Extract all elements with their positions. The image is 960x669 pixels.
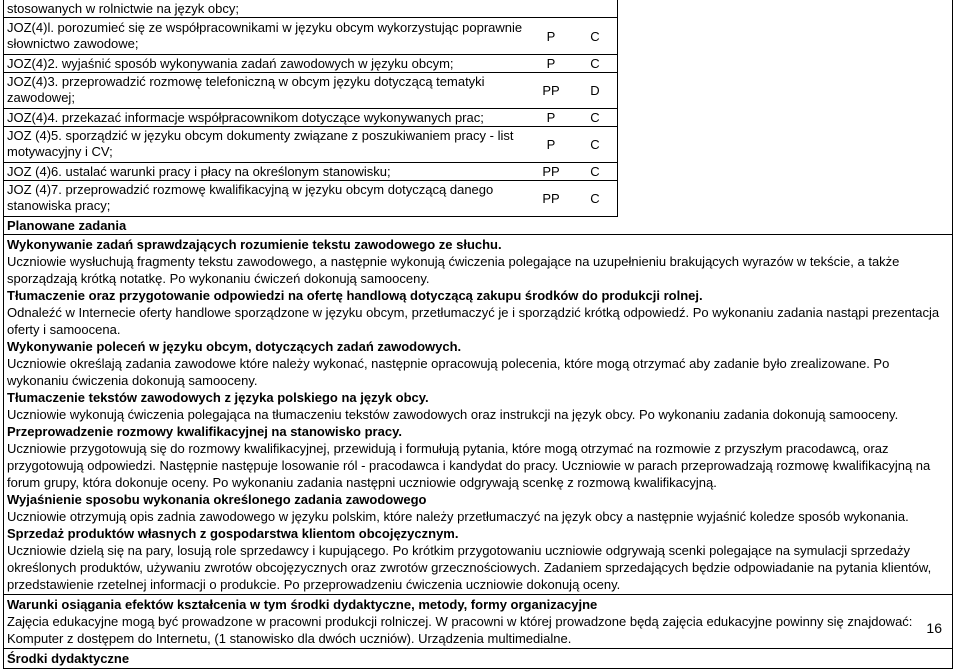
planned-tasks-header: Planowane zadania	[3, 217, 953, 235]
task-body: Uczniowie otrzymują opis zadnia zawodowego w języku polskim, które należy przetłumaczyć na język obcy a następnie wyjaśnić koledze sposób wykonania.	[7, 509, 909, 524]
table-row	[3, 181, 953, 217]
conditions-section	[3, 595, 953, 649]
didactic-means-title: Środki dydaktyczne	[3, 649, 953, 669]
table-row	[3, 55, 953, 73]
table-row	[3, 18, 953, 55]
task-body: Uczniowie przygotowują się do rozmowy kwalifikacyjnej, przewidują i formułują pytania, które mogą otrzymać na rozmowie z przyszłym pracodawcą, oraz przygotowują odpowiedzi. Następnie następuje losowanie ról - pracodawca i kandydat do pracy. Uczniowie w parach przeprowadzają rozmowę kwalifikacyjną na forum grupy, która dokonuje oceny. Po wykonaniu zadania następni uczniowie odgrywają scenkę z rozmową kwalifikacyjną.	[7, 441, 931, 490]
table-row	[3, 127, 953, 163]
category-cell: C	[573, 18, 617, 55]
page-number: 16	[926, 620, 942, 636]
category-cell	[573, 0, 617, 18]
level-cell: PP	[529, 163, 573, 181]
task-title: Wykonywanie poleceń w języku obcym, dotyczących zadań zawodowych.	[7, 339, 462, 354]
outcome-text: JOZ (4)6. ustalać warunki pracy i płacy na określonym stanowisku;	[4, 163, 529, 181]
learning-outcomes-table	[3, 0, 953, 669]
task-title: Wyjaśnienie sposobu wykonania określonego zadania zawodowego	[7, 492, 427, 507]
level-cell: P	[529, 109, 573, 127]
category-cell: C	[573, 127, 617, 163]
category-cell: C	[573, 55, 617, 73]
category-cell: D	[573, 73, 617, 109]
outcome-text: JOZ(4)2. wyjaśnić sposób wykonywania zadań zawodowych w języku obcym;	[4, 55, 529, 73]
outcome-text: JOZ(4)l. porozumieć się ze współpracownikami w języku obcym wykorzystując poprawnie słownictwo zawodowe;	[4, 18, 529, 55]
task-title: Tłumaczenie tekstów zawodowych z języka polskiego na język obcy.	[7, 390, 429, 405]
table-row	[3, 163, 953, 181]
outcome-text: JOZ(4)3. przeprowadzić rozmowę telefoniczną w obcym języku dotyczącą tematyki zawodowej;	[4, 73, 529, 109]
table-row	[3, 109, 953, 127]
level-cell: PP	[529, 73, 573, 109]
level-cell	[529, 0, 573, 18]
tasks-section	[3, 235, 953, 595]
conditions-body: Zajęcia edukacyjne mogą być prowadzone w pracowni produkcji rolniczej. W pracowni w której prowadzone będą zajęcia edukacyjne powinny się znajdować: Komputer z dostępem do Internetu, (1 stanowisko dla dwóch uczniów). Urządzenia multimedialne.	[7, 614, 913, 646]
level-cell: P	[529, 18, 573, 55]
task-body: Odnaleźć w Internecie oferty handlowe sporządzone w języku obcym, przetłumaczyć je i sporządzić krótką odpowiedź. Po wykonaniu zadania nastąpi prezentacja oferty i samoocena.	[7, 305, 940, 337]
task-body: Uczniowie określają zadania zawodowe które należy wykonać, następnie opracowują polecenia, które mogą otrzymać aby zadanie było zrealizowane. Po wykonaniu ćwiczenia dokonują samooceny.	[7, 356, 890, 388]
outcome-text: JOZ(4)4. przekazać informacje współpracownikom dotyczące wykonywanych prac;	[4, 109, 529, 127]
task-title: Tłumaczenie oraz przygotowanie odpowiedzi na ofertę handlową dotyczącą zakupu środków do produkcji rolnej.	[7, 288, 703, 303]
outcome-text: JOZ (4)7. przeprowadzić rozmowę kwalifikacyjną w języku obcym dotyczącą danego stanowiska pracy;	[4, 181, 529, 217]
task-title: Sprzedaż produktów własnych z gospodarstwa klientom obcojęzycznym.	[7, 526, 459, 541]
category-cell: C	[573, 181, 617, 217]
category-cell: C	[573, 109, 617, 127]
category-cell: C	[573, 163, 617, 181]
table-row	[3, 73, 953, 109]
level-cell: P	[529, 55, 573, 73]
task-body: Uczniowie wykonują ćwiczenia polegająca na tłumaczeniu tekstów zawodowych oraz instrukcji na język obcy. Po wykonaniu zadania dokonują samooceny.	[7, 407, 899, 422]
task-title: Wykonywanie zadań sprawdzających rozumienie tekstu zawodowego ze słuchu.	[7, 237, 502, 252]
level-cell: P	[529, 127, 573, 163]
conditions-title: Warunki osiągania efektów kształcenia w tym środki dydaktyczne, metody, formy organizacyjne	[7, 597, 598, 612]
task-body: Uczniowie wysłuchują fragmenty tekstu zawodowego, a następnie wykonują ćwiczenia polegające na uzupełnieniu brakujących wyrazów w tekście, a także sporządzają krótką notatkę. Po wykonaniu ćwiczeń dokonują samooceny.	[7, 254, 900, 286]
task-title: Przeprowadzenie rozmowy kwalifikacyjnej na stanowisko pracy.	[7, 424, 402, 439]
table-row	[3, 0, 953, 18]
task-body: Uczniowie dzielą się na pary, losują role sprzedawcy i kupującego. Po krótkim przygotowaniu uczniowie odgrywają scenki polegające na symulacji sprzedaży określonych produktów, używaniu zwrotów obcojęzycznych oraz zwrotów grzecznościowych. Zadaniem sprzedających będzie odpowiadanie na pytania klientów, przedstawienie rzetelnej informacji o produkcie. Po przeprowadzeniu ćwiczenia uczniowie dokonują oceny.	[7, 543, 932, 592]
level-cell: PP	[529, 181, 573, 217]
outcome-text: stosowanych w rolnictwie na język obcy;	[4, 0, 529, 18]
outcome-text: JOZ (4)5. sporządzić w języku obcym dokumenty związane z poszukiwaniem pracy - list motywacyjny i CV;	[4, 127, 529, 163]
